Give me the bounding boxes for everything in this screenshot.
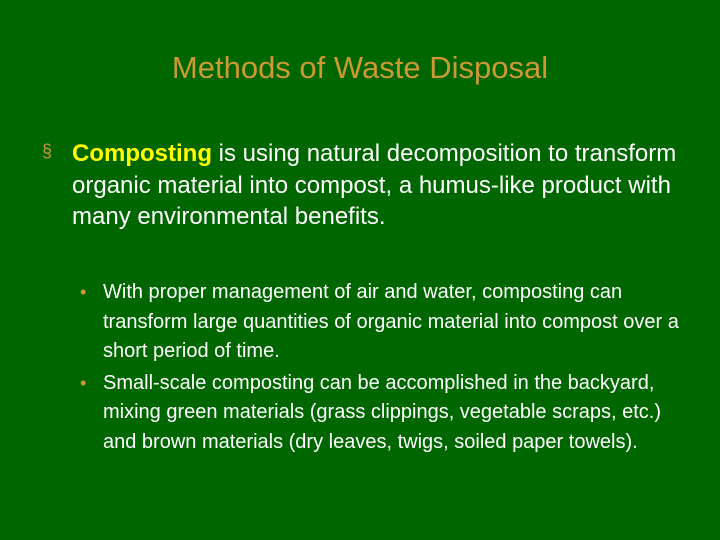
sub-bullet-item xyxy=(80,369,680,458)
sub-bullet-text: Small-scale composting can be accomplished in the backyard, mixing green materials (grass clippings, vegetable scraps, etc.) and brown materials (dry leaves, twigs, soiled paper towels). xyxy=(103,371,662,453)
slide-title: Methods of Waste Disposal xyxy=(171,50,549,85)
sub-bullet-item xyxy=(80,278,680,367)
dot-bullet-icon: • xyxy=(80,282,87,302)
section-bullet-icon: § xyxy=(42,141,53,161)
sub-bullet-text: With proper management of air and water, composting can transform large quantities of organic material into compost over a short period of time. xyxy=(103,281,679,362)
main-bullet xyxy=(42,138,702,233)
dot-bullet-icon: • xyxy=(80,372,87,393)
sub-bullet-list xyxy=(80,278,680,459)
main-bullet-text xyxy=(72,138,702,233)
main-bullet-term: Composting xyxy=(72,140,212,167)
main-bullet-body: is using natural decomposition to transform organic material into compost, a humus-like product with many environmental benefits. xyxy=(72,140,677,230)
